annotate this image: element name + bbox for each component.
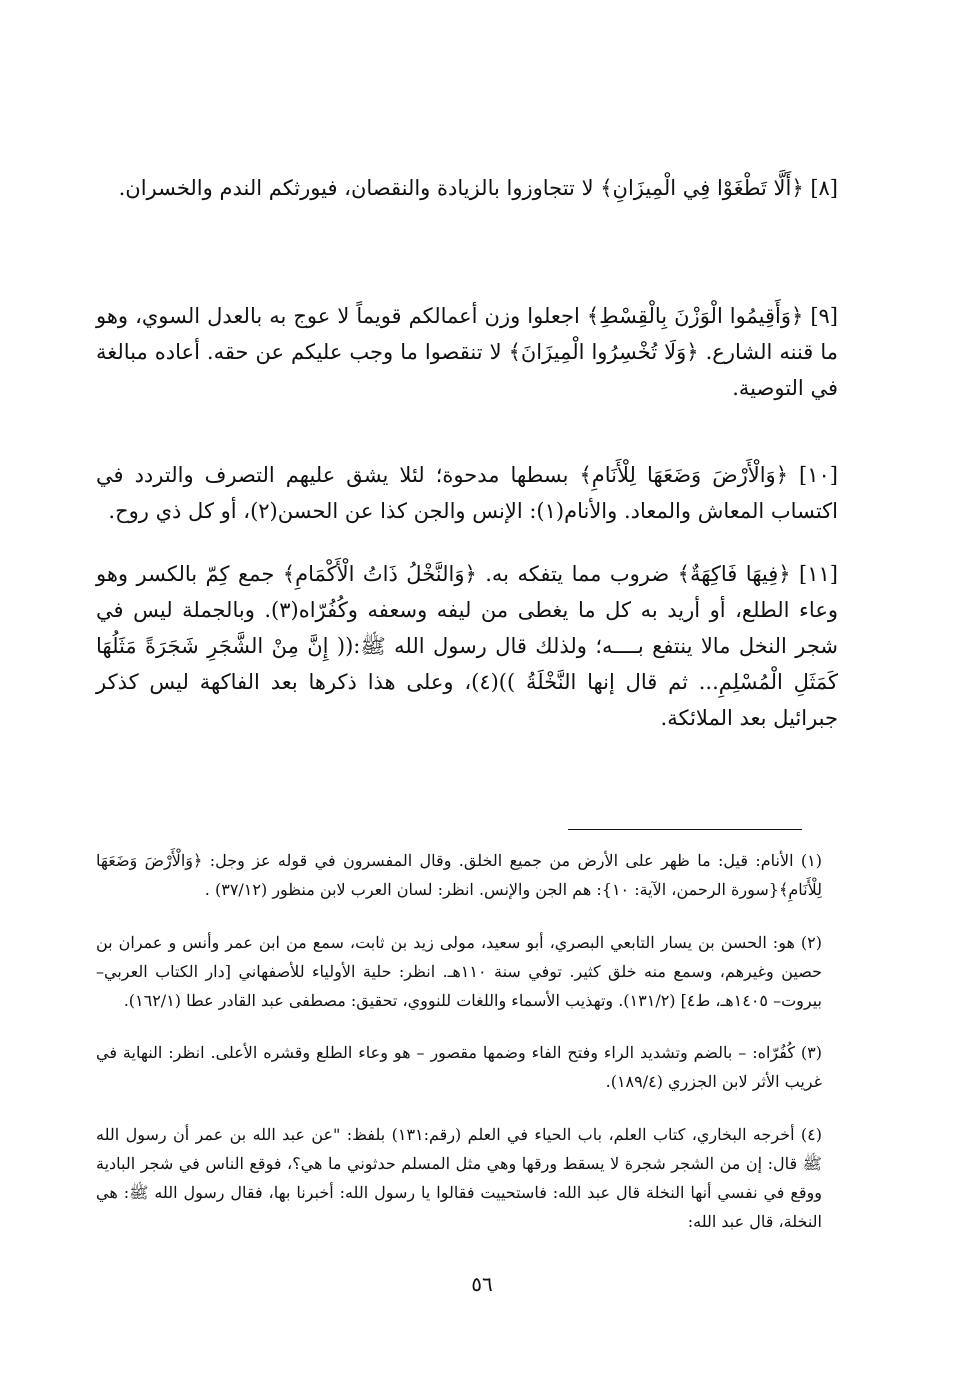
- paragraph-verse-9: [٩] ﴿وَأَقِيمُوا الْوَزْنَ بِالْقِسْطِ﴾ اجعلوا وزن أعمالكم قويماً لا عوج به بالعدل السوي، وهو ما قننه الشارع. ﴿وَلَا تُخْسِرُوا الْمِيزَانَ﴾ لا تنقصوا ما وجب عليكم عن حقه. أعاده مبالغة في التوصية.: [96, 304, 838, 400]
- footnote-4: (٤) أخرجه البخاري، كتاب العلم، باب الحياء في العلم (رقم:١٣١) بلفظ: "عن عبد الله بن عمر أن رسول الله ﷺ قال: إن من الشجر شجرة لا يسقط ورقها وهي مثل المسلم حدثوني ما هي؟، فوقع الناس في شجر البادية ووقع في نفسي أنها النخلة قال عبد الله: فاستحييت فقالوا يا رسول الله: أخبرنا بها، فقال رسول الله ﷺ: هي النخلة، قال عبد الله:: [96, 1125, 822, 1231]
- footnote-separator: [568, 829, 802, 830]
- footnote-1: (١) الأنام: قيل: ما ظهر على الأرض من جميع الخلق. وقال المفسرون في قوله عز وجل: ﴿وَالْأَرْضَ وَضَعَهَا لِلْأَنَامِ﴾{سورة الرحمن، الآية: ١٠}: هم الجن والإنس. انظر: لسان العرب لابن منظور (٣٧/١٢) .: [96, 851, 823, 899]
- paragraph-verse-11: [١١] ﴿فِيهَا فَاكِهَةٌ﴾ ضروب مما يتفكه به. ﴿وَالنَّخْلُ ذَاتُ الْأَكْمَامِ﴾ جمع كِمّ بالكسر وهو وعاء الطلع، أو أريد به كل ما يغطى من ليفه وسعفه وكُفُرّاه(٣). وبالجملة ليس في شجر النخل مالا ينتفع بــــه؛ ولذلك قال رسول الله ﷺ:(( إِنَّ مِنْ الشَّجَرِ شَجَرَةً مَثَلُهَا كَمَثَلِ الْمُسْلِمِ... ثم قال إنها النَّخْلَةُ ))(٤)، وعلى هذا ذكرها بعد الفاكهة ليس كذكر جبرائيل بعد الملائكة.: [96, 562, 838, 730]
- footnote-3: (٣) كُفُرّاه: – بالضم وتشديد الراء وفتح الفاء وضمها مقصور – هو وعاء الطلع وقشره الأعلى. انظر: النهاية في غريب الأثر لابن الجزري (١٨٩/٤).: [96, 1043, 823, 1091]
- paragraph-verse-10: [١٠] ﴿وَالْأَرْضَ وَضَعَهَا لِلْأَنَامِ﴾ بسطها مدحوة؛ لئلا يشق عليهم التصرف والتردد في اكتساب المعاش والمعاد. والأنام(١): الإنس والجن كذا عن الحسن(٢)، أو كل ذي روح.: [96, 463, 838, 523]
- page-number: ٥٦: [471, 1272, 493, 1296]
- paragraph-verse-8: [٨] ﴿أَلَّا تَطْغَوْا فِي الْمِيزَانِ﴾ لا تتجاوزوا بالزيادة والنقصان، فيورثكم الندم والخسران.: [118, 176, 838, 200]
- footnote-2: (٢) هو: الحسن بن يسار التابعي البصري، أبو سعيد، مولى زيد بن ثابت، سمع من ابن عمر وأنس و عمران بن حصين وغيرهم، وسمع منه خلق كثير. توفي سنة ١١٠هـ. انظر: حلية الأولياء للأصفهاني [دار الكتاب العربي– بيروت– ١٤٠٥هـ، ط٤] (١٣١/٢). وتهذيب الأسماء واللغات للنووي، تحقيق: مصطفى عبد القادر عطا (١٦٢/١).: [96, 933, 823, 1010]
